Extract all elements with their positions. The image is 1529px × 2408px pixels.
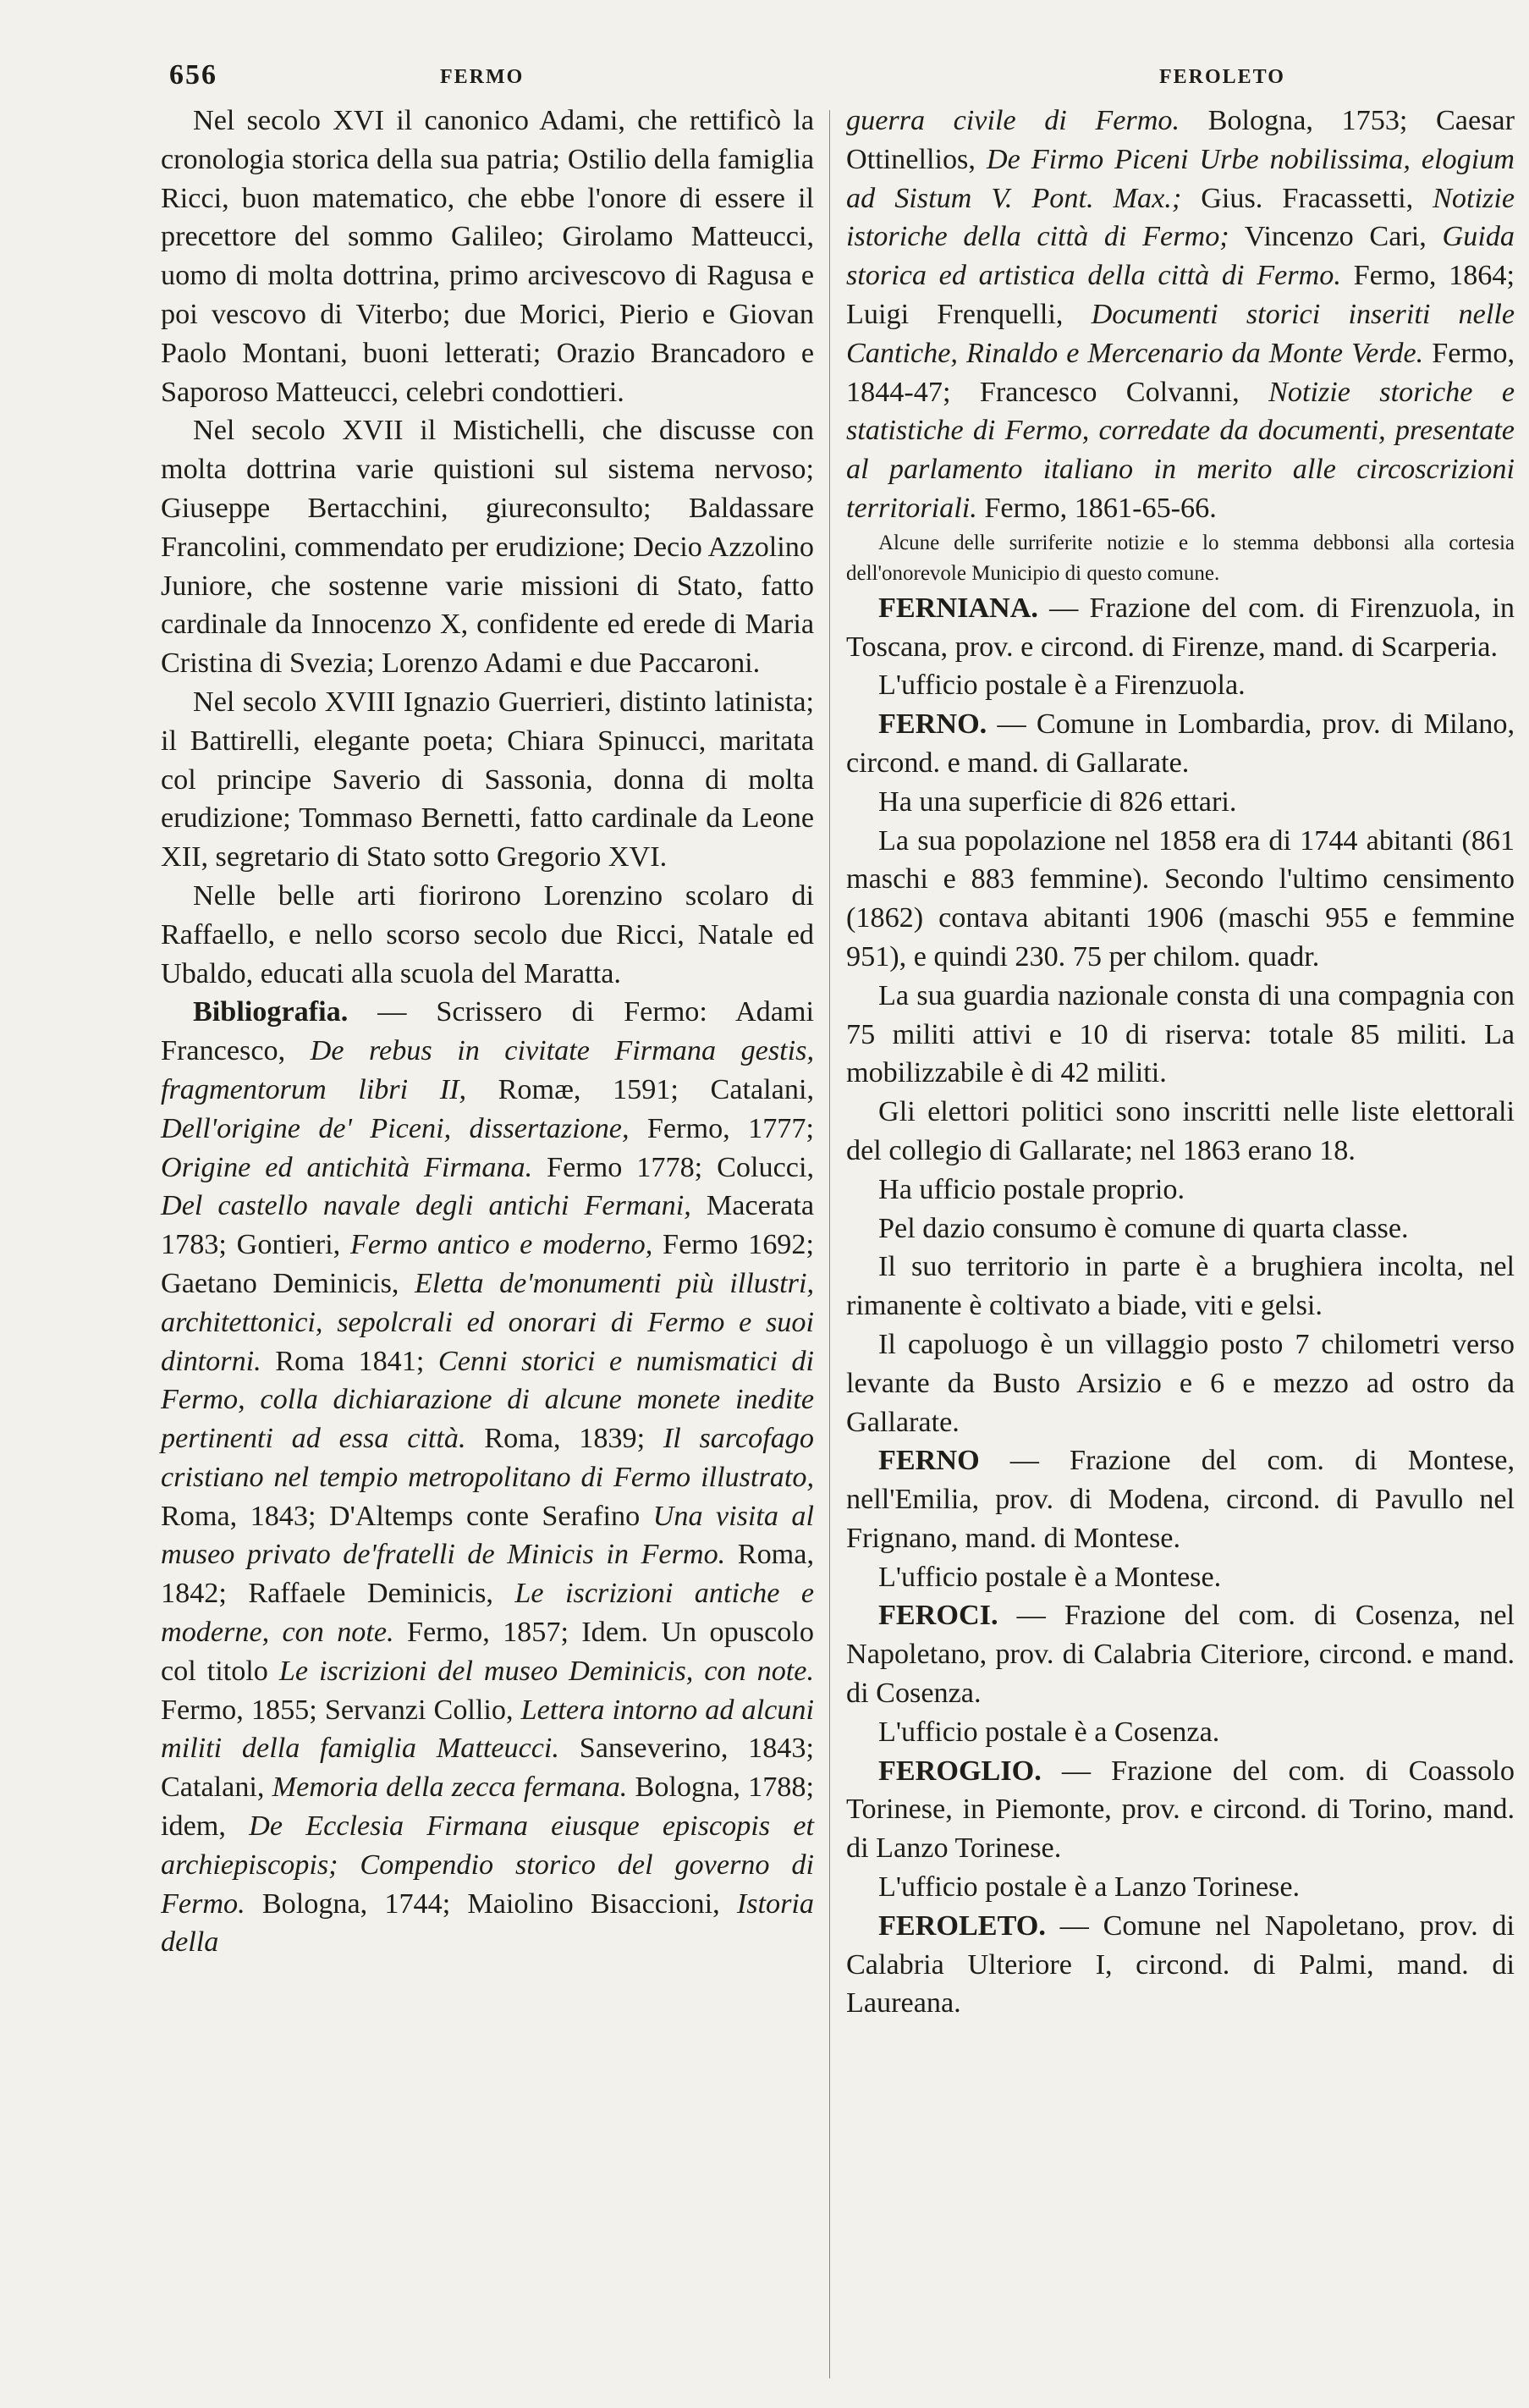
entry-paragraph: Ha ufficio postale proprio. (878, 1173, 1185, 1205)
entry-paragraph: Nel secolo XVIII Ignazio Guerrieri, distinto latinista; il Battirelli, elegante poeta; Chiara Spinucci, maritata col principe Saverio di Sassonia, donna di molta erudizione; Tommaso Bernetti, fatto cardinale da Leone XII, segretario di Stato sotto Gregorio XVI. (161, 686, 814, 873)
entry-paragraph: FERNO. — Comune in Lombardia, prov. di Milano, circond. e mand. di Gallarate. (846, 708, 1515, 779)
entry-paragraph: Bibliografia. — Scrissero di Fermo: Adami Francesco, De rebus in civitate Firmana gestis, fragmentorum libri II, Romæ, 1591; Catalani, Dell'origine de' Piceni, dissertazione, Fermo, 1777; Origine ed antichità Firmana. Fermo 1778; Colucci, Del castello navale degli antichi Fermani, Macerata 1783; Gontieri, Fermo antico e moderno, Fermo 1692; Gaetano Deminicis, Eletta de'monumenti più illustri, architettonici, sepolcrali ed onorari di Fermo e suoi dintorni. Roma 1841; Cenni storici e numismatici di Fermo, colla dichiarazione di alcune monete inedite pertinenti ad essa città. Roma, 1839; Il sarcofago cristiano nel tempio metropolitano di Fermo illustrato, Roma, 1843; D'Altemps conte Serafino Una visita al museo privato de'fratelli de Minicis in Fermo. Roma, 1842; Raffaele Deminicis, Le iscrizioni antiche e moderne, con note. Fermo, 1857; Idem. Un opuscolo col titolo Le iscrizioni del museo Deminicis, con note. Fermo, 1855; Servanzi Collio, Lettera intorno ad alcuni militi della famiglia Matteucci. Sanseverino, 1843; Catalani, Memoria della zecca fermana. Bologna, 1788; idem, De Ecclesia Firmana eiusque episcopis et archiepiscopis; Compendio storico del governo di Fermo. Bologna, 1744; Maiolino Bisaccioni, Istoria della (161, 996, 815, 1959)
entry-paragraph: L'ufficio postale è a Montese. (878, 1561, 1222, 1593)
entry-paragraph: Ha una superficie di 826 ettari. (878, 785, 1237, 818)
left-column (161, 102, 814, 1962)
entry-paragraph: FEROCI. — Frazione del com. di Cosenza, nel Napoletano, prov. di Calabria Citeriore, circond. e mand. di Cosenza. (846, 1600, 1515, 1710)
entry-paragraph: L'ufficio postale è a Firenzuola. (878, 670, 1246, 702)
entry-paragraph: FERNIANA. — Frazione del com. di Firenzuola, in Toscana, prov. e circond. di Firenze, mand. di Scarperia. (846, 592, 1515, 663)
running-head-left: FERMO (440, 66, 525, 88)
entry-paragraph: guerra civile di Fermo. Bologna, 1753; Caesar Ottinellios, De Firmo Piceni Urbe nobilissima, elogium ad Sistum V. Pont. Max.; Gius. Fracassetti, Notizie istoriche della città di Fermo; Vincenzo Cari, Guida storica ed artistica della città di Fermo. Fermo, 1864; Luigi Frenquelli, Documenti storici inseriti nelle Cantiche, Rinaldo e Mercenario da Monte Verde. Fermo, 1844-47; Francesco Colvanni, Notizie storiche e statistiche di Fermo, corredate da documenti, presentate al parlamento italiano in merito alle circoscrizioni territoriali. Fermo, 1861-65-66. (846, 105, 1515, 524)
entry-paragraph: La sua guardia nazionale consta di una compagnia con 75 militi attivi e 10 di riserva: totale 85 militi. La mobilizzabile è di 42 militi. (846, 979, 1515, 1089)
entry-paragraph: La sua popolazione nel 1858 era di 1744 abitanti (861 maschi e 883 femmine). Secondo l'ultimo censimento (1862) contava abitanti 1906 (maschi 955 e femmine 951), e quindi 230. 75 per chilom. quadr. (846, 824, 1515, 973)
entry-paragraph: Nelle belle arti fiorirono Lorenzino scolaro di Raffaello, e nello scorso secolo due Ricci, Natale ed Ubaldo, educati alla scuola del Maratta. (161, 879, 814, 989)
running-head-right: FEROLETO (1159, 66, 1285, 88)
entry-paragraph: Pel dazio consumo è comune di quarta classe. (878, 1212, 1409, 1244)
entry-paragraph: Il suo territorio in parte è a brughiera incolta, nel rimanente è coltivato a biade, viti e gelsi. (846, 1251, 1515, 1322)
right-column (846, 102, 1515, 2023)
column-divider (829, 110, 830, 2378)
entry-paragraph: FERNO — Frazione del com. di Montese, nell'Emilia, prov. di Modena, circond. di Pavullo nel Frignano, mand. di Montese. (846, 1445, 1515, 1554)
entry-paragraph: Gli elettori politici sono inscritti nelle liste elettorali del collegio di Gallarate; nel 1863 erano 18. (846, 1096, 1515, 1166)
entry-paragraph: FEROLETO. — Comune nel Napoletano, prov. di Calabria Ulteriore I, circond. di Palmi, mand. di Laureana. (846, 1909, 1515, 2020)
entry-paragraph: L'ufficio postale è a Cosenza. (878, 1716, 1220, 1748)
entry-paragraph: Il capoluogo è un villaggio posto 7 chilometri verso levante da Busto Arsizio e 6 e mezzo ad ostro da Gallarate. (846, 1328, 1515, 1438)
entry-paragraph: FEROGLIO. — Frazione del com. di Coassolo Torinese, in Piemonte, prov. e circond. di Torino, mand. di Lanzo Torinese. (846, 1755, 1515, 1865)
page-number: 656 (169, 59, 217, 91)
entry-paragraph: Nel secolo XVI il canonico Adami, che rettificò la cronologia storica della sua patria; Ostilio della famiglia Ricci, buon matematico, che ebbe l'onore di essere il precettore del sommo Galileo; Girolamo Matteucci, uomo di molta dottrina, primo arcivescovo di Ragusa e poi vescovo di Viterbo; due Morici, Pierio e Giovan Paolo Montani, buoni letterati; Orazio Brancadoro e Saporoso Matteucci, celebri condottieri. (161, 105, 814, 408)
footnote: Alcune delle surriferite notizie e lo stemma debbonsi alla cortesia dell'onorevole Municipio di questo comune. (846, 531, 1515, 585)
entry-paragraph: L'ufficio postale è a Lanzo Torinese. (878, 1871, 1301, 1904)
entry-paragraph: Nel secolo XVII il Mistichelli, che discusse con molta dottrina varie quistioni sul sistema nervoso; Giuseppe Bertacchini, giureconsulto; Baldassare Francolini, commendato per erudizione; Decio Azzolino Juniore, che sostenne varie missioni di Stato, fatto cardinale da Innocenzo X, confidente ed erede di Maria Cristina di Svezia; Lorenzo Adami e due Paccaroni. (161, 415, 814, 680)
